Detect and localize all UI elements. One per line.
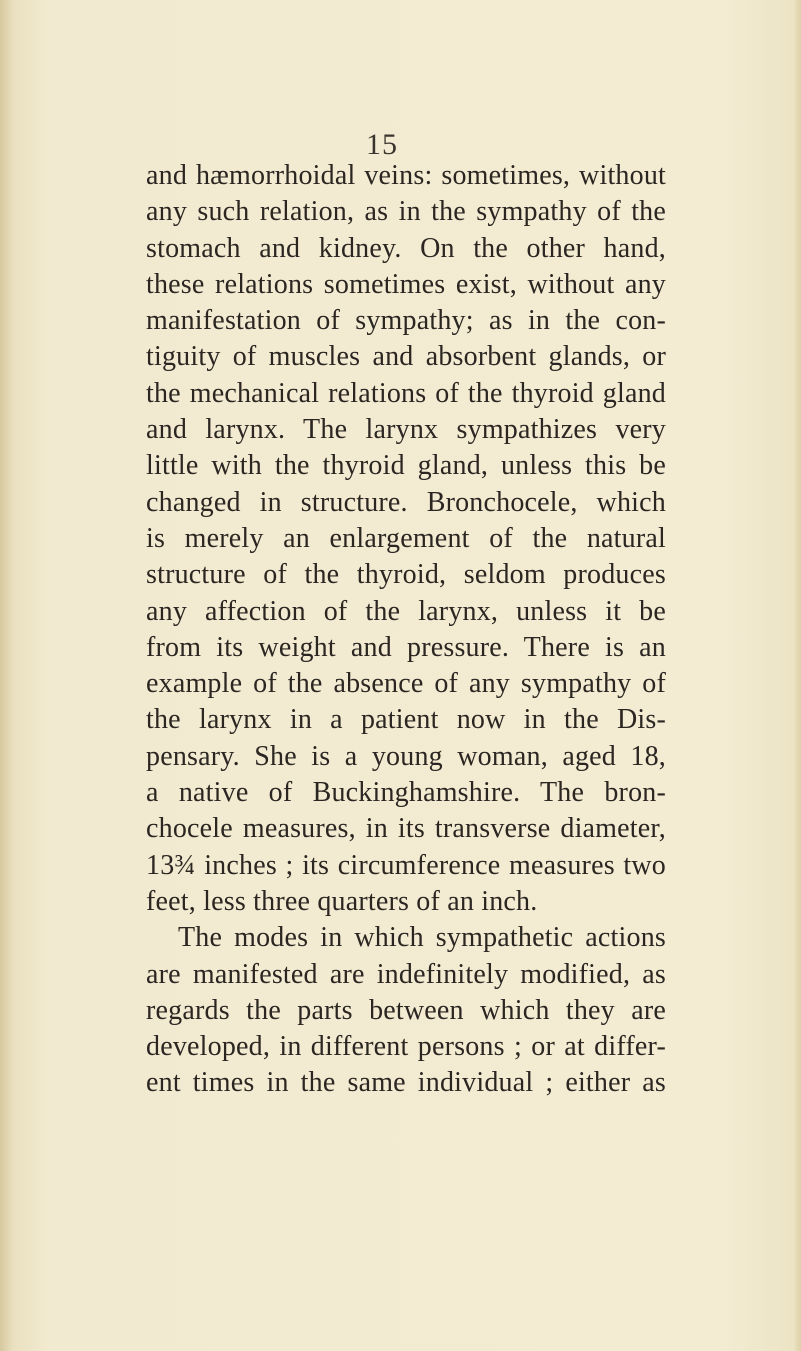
text-line: the mechanical relations of the thyroid gland bbox=[146, 377, 666, 409]
text-line: The modes in which sympathetic actions bbox=[178, 922, 666, 954]
body-text bbox=[146, 158, 666, 1102]
text-line: regards the parts between which they are bbox=[146, 994, 666, 1026]
text-line: pensary. She is a young woman, aged 18, bbox=[146, 740, 666, 772]
text-line: are manifested are indefinitely modified, as bbox=[146, 958, 666, 990]
page-left-edge-shadow bbox=[0, 0, 14, 1351]
text-line: any affection of the larynx, unless it be bbox=[146, 595, 666, 627]
page-number: 15 bbox=[366, 128, 398, 161]
text-line: manifestation of sympathy; as in the con- bbox=[146, 305, 666, 337]
text-line: stomach and kidney. On the other hand, bbox=[146, 232, 666, 264]
text-line: changed in structure. Bronchocele, which bbox=[146, 486, 666, 518]
text-line: chocele measures, in its transverse diameter, bbox=[146, 813, 666, 845]
text-line: feet, less three quarters of an inch. bbox=[146, 885, 538, 917]
text-line: and larynx. The larynx sympathizes very bbox=[146, 414, 666, 446]
text-line: a native of Buckinghamshire. The bron- bbox=[146, 777, 666, 809]
text-line: example of the absence of any sympathy of bbox=[146, 668, 666, 700]
text-line: 13¾ inches ; its circumference measures two bbox=[146, 849, 666, 881]
text-line: these relations sometimes exist, without any bbox=[146, 268, 666, 300]
text-line: developed, in different persons ; or at differ- bbox=[146, 1031, 666, 1063]
text-line: ent times in the same individual ; either as bbox=[146, 1067, 666, 1099]
text-line: from its weight and pressure. There is an bbox=[146, 631, 666, 663]
text-line: structure of the thyroid, seldom produces bbox=[146, 559, 666, 591]
text-line: the larynx in a patient now in the Dis- bbox=[146, 704, 666, 736]
text-line: any such relation, as in the sympathy of the bbox=[146, 196, 666, 228]
page-right-edge-shadow bbox=[793, 0, 801, 1351]
text-line: is merely an enlargement of the natural bbox=[146, 522, 666, 554]
text-line: tiguity of muscles and absorbent glands, or bbox=[146, 341, 666, 373]
text-line: and hæmorrhoidal veins: sometimes, without bbox=[146, 160, 666, 191]
text-line: little with the thyroid gland, unless this be bbox=[146, 450, 666, 482]
